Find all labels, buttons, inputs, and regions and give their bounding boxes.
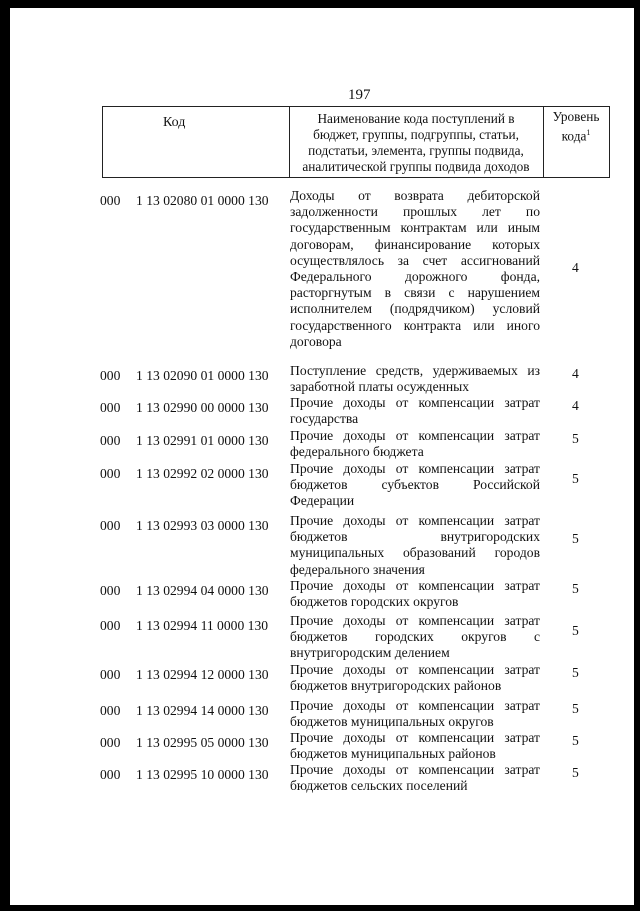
row-code: 1 13 02992 02 0000 130 xyxy=(136,466,269,481)
row-level: 5 xyxy=(572,471,579,486)
row-name: Прочие доходы от компенсации затрат бюджетов внутригородских районов xyxy=(290,662,540,694)
row-name: Прочие доходы от компенсации затрат бюджетов внутригородских муниципальных образований городов федерального значения xyxy=(290,513,540,577)
row-code: 1 13 02990 00 0000 130 xyxy=(136,400,269,415)
row-name: Прочие доходы от компенсации затрат бюджетов сельских поселений xyxy=(290,762,540,794)
header-code: Код xyxy=(163,115,186,130)
row-prefix: 000 xyxy=(100,193,121,208)
header-name xyxy=(291,111,541,175)
row-prefix: 000 xyxy=(100,466,121,481)
row-name: Прочие доходы от компенсации затрат бюджетов муниципальных районов xyxy=(290,730,540,762)
row-name: Прочие доходы от компенсации затрат федерального бюджета xyxy=(290,428,540,460)
row-name: Прочие доходы от компенсации затрат бюджетов муниципальных округов xyxy=(290,698,540,730)
row-code: 1 13 02994 04 0000 130 xyxy=(136,583,269,598)
row-code: 1 13 02994 12 0000 130 xyxy=(136,667,269,682)
row-name: Прочие доходы от компенсации затрат бюджетов субъектов Российской Федерации xyxy=(290,461,540,509)
header-name-line: подстатьи, элемента, группы подвида, xyxy=(308,143,524,158)
row-code: 1 13 02995 05 0000 130 xyxy=(136,735,269,750)
row-code: 1 13 02995 10 0000 130 xyxy=(136,767,269,782)
row-level: 5 xyxy=(572,665,579,680)
row-prefix: 000 xyxy=(100,703,121,718)
column-divider xyxy=(289,107,290,177)
row-prefix: 000 xyxy=(100,583,121,598)
header-name-line: аналитической группы подвида доходов xyxy=(302,159,530,174)
row-code: 1 13 02090 01 0000 130 xyxy=(136,368,269,383)
row-level: 5 xyxy=(572,431,579,446)
header-level-line xyxy=(545,125,607,144)
row-code: 1 13 02994 14 0000 130 xyxy=(136,703,269,718)
row-level: 5 xyxy=(572,531,579,546)
row-prefix: 000 xyxy=(100,368,121,383)
row-prefix: 000 xyxy=(100,618,121,633)
row-level: 5 xyxy=(572,765,579,780)
row-name: Доходы от возврата дебиторской задолженности прошлых лет по государственным контрактам или иным договорам, финансирование которых осуществлялось за счет ассигнований Федерального дорожного фонда, расторгнутым в связи с нарушением исполнителем (подрядчиком) условий государственного контракта или иного договора xyxy=(290,188,540,349)
row-prefix: 000 xyxy=(100,667,121,682)
row-name: Прочие доходы от компенсации затрат государства xyxy=(290,395,540,427)
document-page xyxy=(10,8,634,905)
header-name-line: Наименование кода поступлений в xyxy=(317,111,515,126)
header-level-word: кода xyxy=(561,128,587,144)
row-code: 1 13 02080 01 0000 130 xyxy=(136,193,269,208)
row-level: 4 xyxy=(572,260,579,275)
row-level: 5 xyxy=(572,733,579,748)
table-header xyxy=(102,106,610,178)
row-prefix: 000 xyxy=(100,518,121,533)
footnote-marker: 1 xyxy=(586,128,591,137)
row-code: 1 13 02994 11 0000 130 xyxy=(136,618,269,633)
row-code: 1 13 02991 01 0000 130 xyxy=(136,433,269,448)
row-level: 5 xyxy=(572,701,579,716)
row-name: Поступление средств, удерживаемых из заработной платы осужденных xyxy=(290,363,540,395)
row-name: Прочие доходы от компенсации затрат бюджетов городских округов с внутригородским делением xyxy=(290,613,540,661)
row-prefix: 000 xyxy=(100,735,121,750)
header-name-line: бюджет, группы, подгруппы, статьи, xyxy=(313,127,519,142)
row-prefix: 000 xyxy=(100,400,121,415)
row-code: 1 13 02993 03 0000 130 xyxy=(136,518,269,533)
row-level: 4 xyxy=(572,366,579,381)
header-level-line: Уровень xyxy=(552,109,600,124)
row-level: 4 xyxy=(572,398,579,413)
row-level: 5 xyxy=(572,623,579,638)
row-prefix: 000 xyxy=(100,767,121,782)
row-level: 5 xyxy=(572,581,579,596)
header-level xyxy=(545,109,607,144)
row-prefix: 000 xyxy=(100,433,121,448)
row-name: Прочие доходы от компенсации затрат бюджетов городских округов xyxy=(290,578,540,610)
column-divider xyxy=(543,107,544,177)
page-number: 197 xyxy=(348,87,371,103)
